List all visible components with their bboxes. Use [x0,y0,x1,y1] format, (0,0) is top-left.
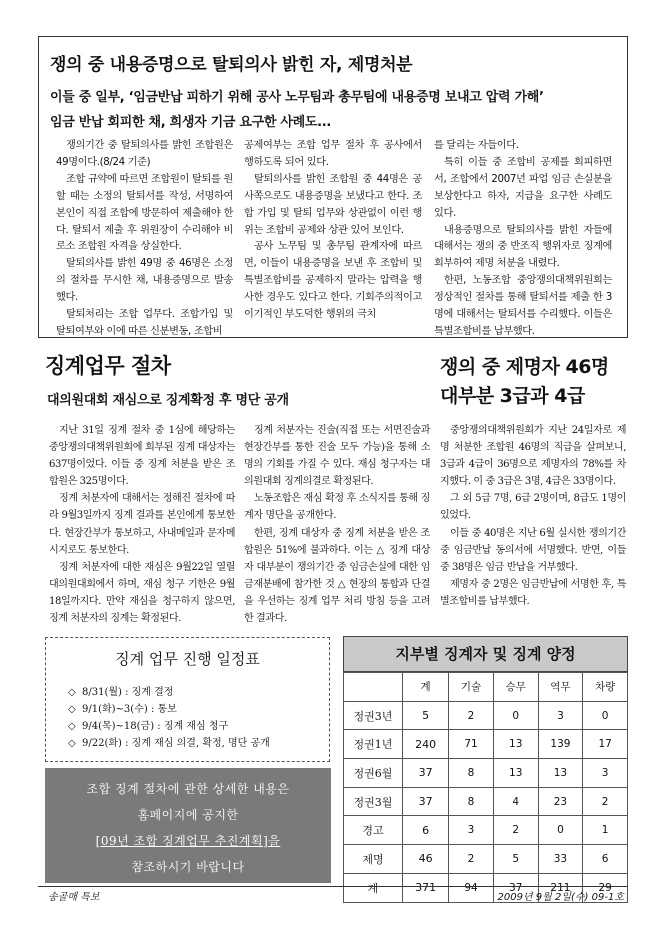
table-cell: 17 [583,730,628,759]
right-article-title-1: 쟁의 중 제명자 46명 [440,356,609,378]
table-cell: 37 [403,759,449,788]
table-cell: 4 [493,787,538,816]
table-cell: 29 [583,873,628,902]
table-header: 차량 [583,673,628,702]
mid-article-subtitle: 대의원대회 재심으로 징계확정 후 명단 공개 [47,393,289,408]
list-item: ◇ 9/4(목)~18(금) : 징계 재심 청구 [68,718,270,735]
paragraph: 쟁의기간 중 탈퇴의사를 밝힌 조합원은 49명이다.(8/24 기준) [56,140,233,168]
table-cell: 211 [538,873,583,902]
diamond-bullet-icon: ◇ [68,721,76,732]
notice-line: 참조하시기 바랍니다 [131,860,245,874]
table-cell: 33 [538,845,583,874]
table-cell: 23 [538,787,583,816]
diamond-bullet-icon: ◇ [68,687,76,698]
diamond-bullet-icon: ◇ [68,704,76,715]
table-header: 역무 [538,673,583,702]
diamond-bullet-icon: ◇ [68,738,76,749]
table-cell: 정권1년 [344,730,403,759]
notice-box [45,768,331,883]
table-row [344,816,628,845]
mid-article-column-2 [244,422,430,627]
table-title: 지부별 징계자 및 징계 양정 [343,636,628,672]
table-cell: 정권3월 [344,787,403,816]
top-article-column-2 [244,138,422,324]
paragraph: 특히 이들 중 조합비 공제를 회피하면서, 조합에서 2007년 파업 임금 손실분을 보상한다고 하자, 지급을 요구한 사례도 있다. [434,156,612,219]
table-cell: 경고 [344,816,403,845]
top-article-column-1 [56,138,233,341]
table-header: 승무 [493,673,538,702]
table-cell: 1 [583,816,628,845]
table-cell: 2 [449,701,494,730]
table-cell: 240 [403,730,449,759]
table-cell: 정권6월 [344,759,403,788]
table-cell: 3 [449,816,494,845]
table-cell: 46 [403,845,449,874]
footer-publication: 송골매 특보 [48,892,100,903]
table-cell: 6 [403,816,449,845]
table-cell: 정권3년 [344,701,403,730]
table-header: 계 [403,673,449,702]
paragraph: 내용증명으로 탈퇴의사를 밝힌 자들에 대해서는 쟁의 중 반조직 행위자로 징계에 회부하여 제명 처분을 내렸다. [434,224,612,270]
table-cell: 계 [344,873,403,902]
paragraph: 공제여부는 조합 업무 절차 후 공사에서 행하도록 되어 있다. [244,140,422,168]
paragraph: 지난 31일 징계 절차 중 1심에 해당하는 중앙쟁의대책위원회에 회부된 징계 대상자는 637명이었다. 이들 중 징계 처분을 받은 조합원은 325명이다. [49,425,235,488]
paragraph: 탈퇴의사를 밝힌 조합원 중 44명은 공사쪽으로도 내용증명을 보냈다고 한다. 조합 가입 및 탈퇴 업무와 상관없이 이런 행위는 조합비 공제와 상관 있어 보인다. [244,173,422,236]
paragraph: 탈퇴의사를 밝힌 49명 중 46명은 소정의 절차를 무시한 채, 내용증명으로 발송했다. [56,258,233,304]
list-item: ◇ 9/22(화) : 징계 재심 의결, 확정, 명단 공개 [68,735,270,752]
list-item: ◇ 8/31(월) : 징계 결정 [68,684,270,701]
table [343,672,628,903]
table-cell: 2 [449,845,494,874]
footer-date-issue: 2009년 9월 2일(수) 09-1호 [497,892,624,903]
top-article-title: 쟁의 중 내용증명으로 탈퇴의사 밝힌 자, 제명처분 [50,55,413,75]
table-cell: 5 [493,845,538,874]
top-article-column-3 [434,138,612,341]
top-article-subtitle-2: 임금 반납 회피한 채, 희생자 기금 요구한 사례도... [50,115,332,130]
table-cell: 13 [493,759,538,788]
paragraph: 이들 중 40명은 지난 6월 실시한 쟁의기간 중 임금반납 동의서에 서명했다. 반면, 이들 중 38명은 임금 반납을 거부했다. [440,527,626,573]
paragraph: 탈퇴처리는 조합 업무다. 조합가입 및 탈퇴여부와 이에 따른 신분변동, 조합비 [56,309,233,337]
table-header [344,673,403,702]
paragraph: 징계 처분자에 대해서는 정해진 절차에 따라 9월3일까지 징계 결과를 본인에게 통보한다. 현장간부가 통보하고, 사내메일과 문자메시지로도 통보한다. [49,493,235,556]
table-row [344,730,628,759]
list-item: ◇ 9/1(화)~3(수) : 통보 [68,701,270,718]
table-cell: 8 [449,787,494,816]
paragraph: 노동조합은 재심 확정 후 소식지를 통해 징계자 명단을 공개한다. [244,493,430,522]
table-cell: 5 [403,701,449,730]
notice-line: 홈페이지에 공지한 [137,808,239,822]
table-row [344,845,628,874]
table-cell: 3 [583,759,628,788]
notice-line: [09년 조합 징계업무 추진계획]을 [95,834,281,848]
table-cell: 37 [403,787,449,816]
schedule-list [68,684,270,752]
paragraph: 징계 처분자는 진술(직접 또는 서면진술과 현장간부를 통한 진술 모두 가능)을 통해 소명의 기회를 가질 수 있다. 재심 청구자는 대의원대회 징계의결로 확정된다. [244,425,430,488]
paragraph: 한편, 노동조합 중앙쟁의대책위원회는 정상적인 절차를 통해 탈퇴서를 제출 한 3명에 대해서는 탈퇴서를 수리했다. 이들은 특별조합비를 납부했다. [434,275,612,337]
table-cell: 8 [449,759,494,788]
paragraph: 제명자 중 2명은 임금반납에 서명한 후, 특별조합비를 납부했다. [440,578,626,607]
table-cell: 제명 [344,845,403,874]
table-cell: 139 [538,730,583,759]
paragraph: 한편, 징계 대상자 중 징계 처분을 받은 조합원은 51%에 불과하다. 이는 △ 징계 대상자 대부분이 쟁의기간 중 임금손실에 대한 임금재분배에 참가한 것 △ 현장의 통합과 단결을 우선하는 징계 업무 처리 방침 등을 고려한 결과다. [244,527,430,625]
table-row [344,787,628,816]
table-row [344,701,628,730]
table-cell: 13 [493,730,538,759]
paragraph: 중앙쟁의대책위원회가 지난 24일자로 제명 처분한 조합원 46명의 직급을 살펴보니, 3급과 4급이 36명으로 제명자의 78%를 차지했다. 이 중 3급은 3명, 4급은 33명이다. [440,425,626,488]
mid-article-column-1 [49,422,235,627]
mid-article-title: 징계업무 절차 [45,354,171,378]
right-article-title-2: 대부분 3급과 4급 [440,385,585,407]
footer-rule [38,886,628,887]
paragraph: 징계 처분자에 대한 재심은 9월22일 열릴 대의원대회에서 하며, 재심 청구 기한은 9월18일까지다. 만약 재심을 청구하지 않으면, 징계 처분자의 징계는 확정된다. [49,561,235,625]
table-cell: 71 [449,730,494,759]
table-cell: 13 [538,759,583,788]
paragraph: 공사 노무팀 및 총무팀 관계자에 따르면, 이들이 내용증명을 보낸 후 조합비 및 특별조합비를 공제하지 말라는 압력을 행사한 경우도 있다고 한다. 기회주의적이고 이기적인 부도덕한 행위의 극치 [244,241,422,321]
table-header-row [344,673,628,702]
table-cell: 6 [583,845,628,874]
table-cell: 37 [493,873,538,902]
table-cell: 2 [583,787,628,816]
top-article-subtitle-1: 이들 중 일부, ‘임금반납 피하기 위해 공사 노무팀과 총무팀에 내용증명 보내고 압력 가해’ [50,90,544,105]
schedule-box [45,637,330,762]
paragraph: 그 외 5급 7명, 6급 2명이며, 8급도 1명이 있었다. [440,493,626,522]
discipline-table [343,636,628,903]
right-article-column [440,422,626,610]
table-cell: 371 [403,873,449,902]
notice-line: 조합 징계 절차에 관한 상세한 내용은 [86,782,290,796]
table-cell: 3 [538,701,583,730]
table-cell: 0 [583,701,628,730]
paragraph: 를 달리는 자들이다. [434,140,519,151]
paragraph: 조합 규약에 따르면 조합원이 탈퇴를 원할 때는 소정의 탈퇴서를 작성, 서명하여 본인이 직접 조합에 방문하여 제출해야 한다. 탈퇴서 제출 후 위원장이 수리해야 비로소 조합원 자격을 상실한다. [56,173,233,253]
schedule-title: 징계 업무 진행 일정표 [115,650,260,668]
table-header: 기술 [449,673,494,702]
table-cell: 94 [449,873,494,902]
table-cell: 0 [538,816,583,845]
table-row [344,759,628,788]
table-cell: 0 [493,701,538,730]
table-cell: 2 [493,816,538,845]
